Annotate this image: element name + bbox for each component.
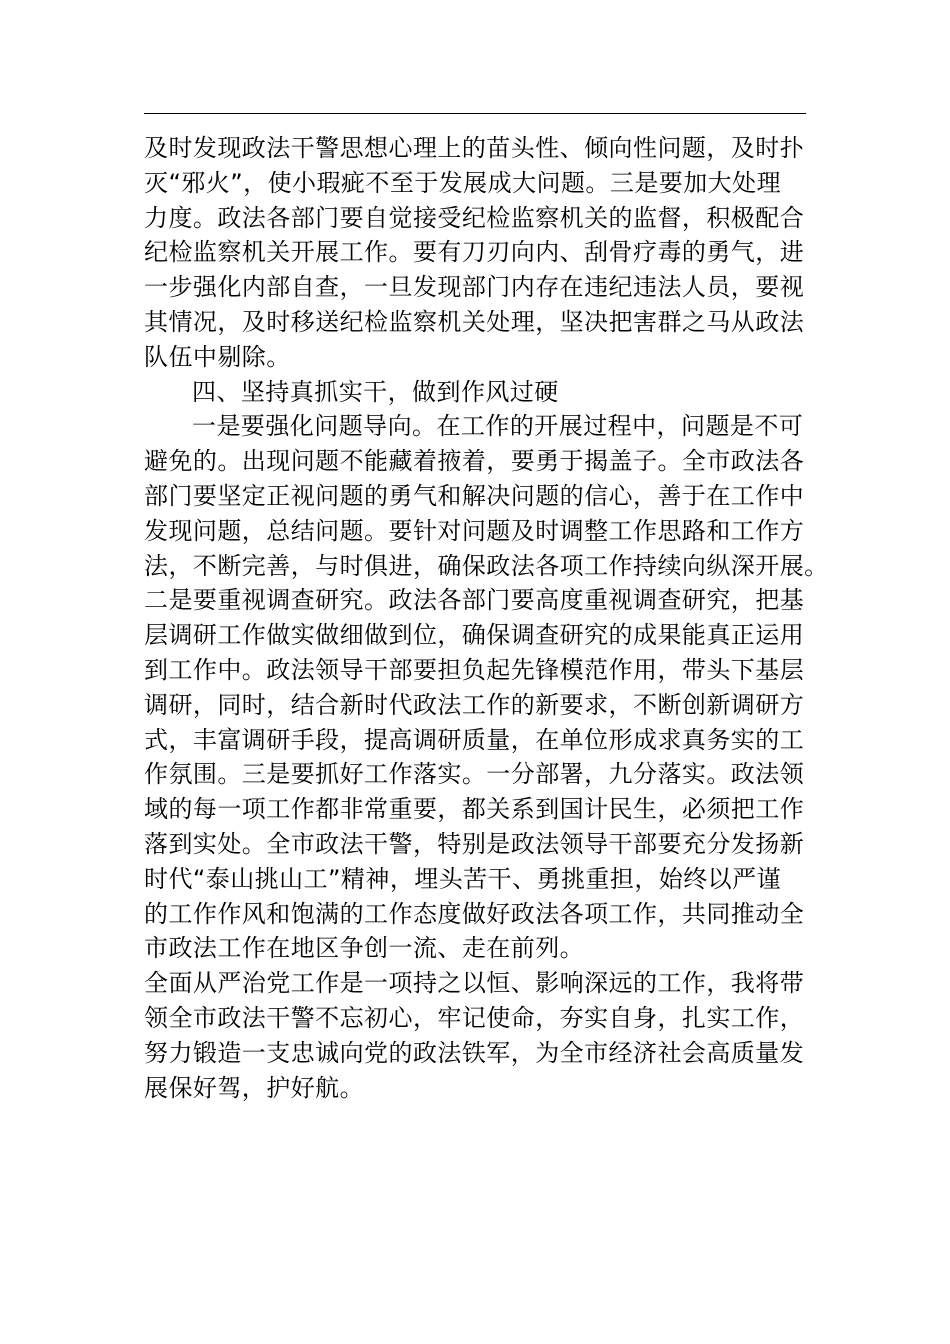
- text-line: 式，丰富调研手段，提高调研质量，在单位形成求真务实的工: [144, 725, 805, 754]
- text-line: 作氛围。三是要抓好工作落实。一分部署，九分落实。政法领: [144, 760, 805, 789]
- text-line: 法，不断完善，与时俱进，确保政法各项工作持续向纵深开展。: [144, 551, 829, 580]
- body-text: [144, 131, 829, 1105]
- text-line: 力度。政法各部门要自觉接受纪检监察机关的监督，积极配合: [144, 203, 805, 232]
- text-line: 到工作中。政法领导干部要担负起先锋模范作用，带头下基层: [144, 655, 805, 684]
- text-line: 时代“泰山挑山工”精神，埋头苦干、勇挑重担，始终以严谨: [144, 864, 782, 893]
- text-line: 纪检监察机关开展工作。要有刀刃向内、刮骨疗毒的勇气，进: [144, 238, 805, 267]
- text-line: 一是要强化问题导向。在工作的开展过程中，问题是不可: [192, 412, 804, 441]
- text-line: 落到实处。全市政法干警，特别是政法领导干部要充分发扬新: [144, 829, 805, 858]
- header-rule: [144, 113, 806, 114]
- text-line: 努力锻造一支忠诚向党的政法铁军，为全市经济社会高质量发: [144, 1038, 805, 1067]
- text-line: 域的每一项工作都非常重要，都关系到国计民生，必须把工作: [144, 795, 805, 824]
- section-heading: 四、坚持真抓实干，做到作风过硬: [192, 377, 559, 406]
- text-line: 调研，同时，结合新时代政法工作的新要求，不断创新调研方: [144, 690, 805, 719]
- text-line: 其情况，及时移送纪检监察机关处理，坚决把害群之马从政法: [144, 307, 805, 336]
- text-line: 市政法工作在地区争创一流、走在前列。: [144, 934, 585, 963]
- text-line: 避免的。出现问题不能藏着掖着，要勇于揭盖子。全市政法各: [144, 447, 805, 476]
- text-line: 的工作作风和饱满的工作态度做好政法各项工作，共同推动全: [144, 899, 805, 928]
- text-line: 一步强化内部自查，一旦发现部门内存在违纪违法人员，要视: [144, 273, 805, 302]
- text-line: 灭“邪火”，使小瑕疵不至于发展成大问题。三是要加大处理: [144, 168, 782, 197]
- text-line: 发现问题，总结问题。要针对问题及时调整工作思路和工作方: [144, 516, 805, 545]
- text-line: 及时发现政法干警思想心理上的苗头性、倾向性问题，及时扑: [144, 134, 805, 162]
- text-line: 全面从严治党工作是一项持之以恒、影响深远的工作，我将带: [144, 969, 805, 998]
- text-line: 队伍中剔除。: [144, 342, 291, 371]
- text-line: 领全市政法干警不忘初心，牢记使命，夯实自身，扎实工作，: [144, 1003, 805, 1032]
- text-line: 部门要坚定正视问题的勇气和解决问题的信心，善于在工作中: [144, 481, 805, 510]
- text-line: 展保好驾，护好航。: [144, 1073, 365, 1102]
- text-line: 层调研工作做实做细做到位，确保调查研究的成果能真正运用: [144, 621, 805, 650]
- text-line: 二是要重视调查研究。政法各部门要高度重视调查研究，把基: [144, 586, 805, 615]
